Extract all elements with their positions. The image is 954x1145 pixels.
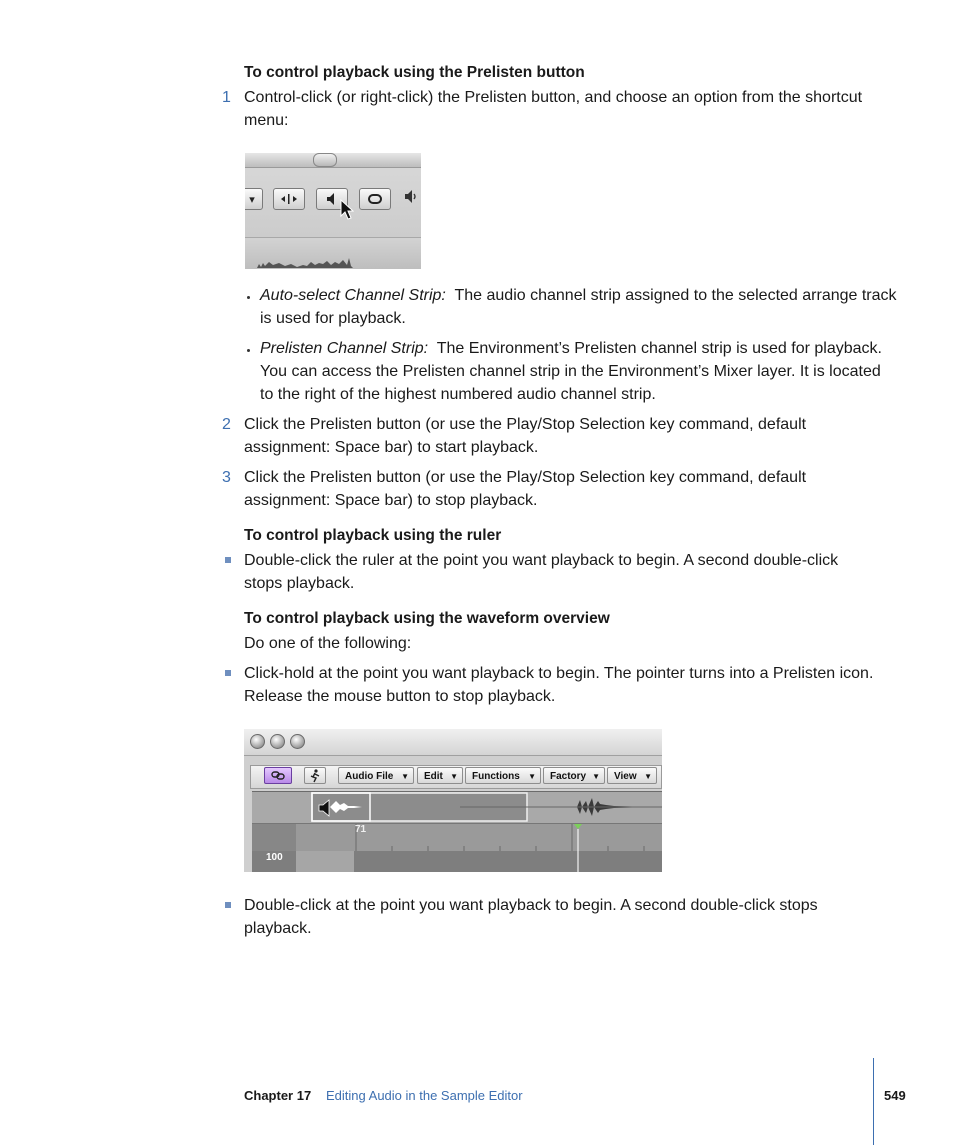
section-heading-ruler: To control playback using the ruler — [244, 527, 502, 544]
catch-icon — [279, 193, 299, 205]
prelisten-button-screenshot — [245, 153, 421, 269]
square-bullet — [225, 557, 231, 563]
cycle-icon — [367, 193, 383, 205]
ruler-item-line-1: Double-click the ruler at the point you want playback to begin. A second double-click — [244, 552, 839, 569]
waveform-graphic — [245, 238, 421, 269]
zoom-window-button[interactable] — [290, 734, 305, 749]
ruler-item-line-2: stops playback. — [244, 575, 355, 592]
link-button[interactable] — [264, 767, 292, 784]
view-menu[interactable] — [607, 767, 657, 784]
menu-label: Edit — [424, 771, 443, 782]
audio-file-menu[interactable] — [338, 767, 414, 784]
chevron-down-icon: ▼ — [401, 772, 409, 781]
overview-item-2-line-2: playback. — [244, 920, 312, 937]
waveform-overview[interactable] — [252, 791, 662, 824]
footer-chapter: Chapter 17 — [244, 1088, 312, 1103]
step-3-line-2: assignment: Space bar) to stop playback. — [244, 492, 538, 509]
chevron-down-icon: ▼ — [450, 772, 458, 781]
track-value-label: 100 — [266, 852, 283, 863]
step-2-line-1: Click the Prelisten button (or use the Play/Stop Selection key command, default — [244, 416, 807, 433]
cycle-button[interactable] — [359, 188, 391, 210]
step-2-line-2: assignment: Space bar) to start playback. — [244, 439, 539, 456]
option-auto-select-line-2: is used for playback. — [260, 310, 406, 327]
running-man-icon — [305, 768, 325, 783]
option-prelisten-line-2: You can access the Prelisten channel strip in the Environment’s Mixer layer. It is located — [260, 363, 881, 380]
menu-label: Audio File — [345, 771, 394, 782]
window-titlebar — [244, 729, 662, 756]
step-number-2: 2 — [222, 416, 231, 433]
section-heading-prelisten: To control playback using the Prelisten button — [244, 64, 585, 81]
step-3-line-1: Click the Prelisten button (or use the Play/Stop Selection key command, default — [244, 469, 807, 486]
option-term: Prelisten Channel Strip: — [260, 340, 429, 357]
edit-menu[interactable] — [417, 767, 463, 784]
bottom-strip-graphic — [252, 851, 662, 872]
menu-label: Factory — [550, 771, 587, 782]
minimize-window-button[interactable] — [270, 734, 285, 749]
step-1-line-2: menu: — [244, 112, 289, 129]
menu-label: View — [614, 771, 637, 782]
catch-playhead-button[interactable] — [304, 767, 326, 784]
square-bullet — [225, 670, 231, 676]
step-number-1: 1 — [222, 89, 231, 106]
overview-waveform-graphic — [252, 792, 662, 824]
menu-label: Functions — [472, 771, 520, 782]
bullet-dot — [247, 349, 250, 352]
section-heading-overview: To control playback using the waveform overview — [244, 610, 610, 627]
option-description: The Environment’s Prelisten channel strip is used for playback. — [436, 340, 882, 357]
overview-intro: Do one of the following: — [244, 635, 412, 652]
chevron-down-icon: ▼ — [644, 772, 652, 781]
mouse-pointer-icon — [340, 199, 354, 226]
editor-ruler[interactable] — [252, 823, 662, 852]
footer-divider — [873, 1058, 874, 1145]
step-number-3: 3 — [222, 469, 231, 486]
option-prelisten-line-3: to the right of the highest numbered audio channel strip. — [260, 386, 656, 403]
overview-item-1-line-2: Release the mouse button to stop playback. — [244, 688, 556, 705]
speaker-icon — [325, 192, 339, 206]
chevron-down-icon: ▼ — [592, 772, 600, 781]
functions-menu[interactable] — [465, 767, 541, 784]
option-prelisten-line-1 — [260, 337, 882, 360]
prelisten-pointer-icon — [318, 799, 334, 822]
editor-bottom-strip — [252, 851, 662, 872]
option-term: Auto-select Channel Strip: — [260, 287, 446, 304]
close-window-button[interactable] — [250, 734, 265, 749]
scroll-thumb — [313, 153, 337, 167]
menu-arrow-button[interactable]: ▾ — [245, 188, 263, 210]
link-icon — [265, 768, 291, 783]
overview-item-2-line-1: Double-click at the point you want playback to begin. A second double-click stops — [244, 897, 818, 914]
sample-editor-screenshot — [244, 729, 662, 872]
bullet-dot — [247, 296, 250, 299]
volume-icon — [403, 189, 421, 210]
ruler-ticks — [252, 824, 662, 852]
overview-item-1-line-1: Click-hold at the point you want playback to begin. The pointer turns into a Prelisten icon. — [244, 665, 874, 682]
catch-button[interactable] — [273, 188, 305, 210]
chevron-down-icon: ▼ — [528, 772, 536, 781]
waveform-strip — [245, 237, 421, 269]
footer-chapter-title: Editing Audio in the Sample Editor — [326, 1088, 523, 1103]
factory-menu[interactable] — [543, 767, 605, 784]
ruler-bar-number: 71 — [355, 824, 367, 835]
option-description: The audio channel strip assigned to the selected arrange track — [454, 287, 897, 304]
step-1-line-1: Control-click (or right-click) the Prelisten button, and choose an option from the shortcut — [244, 89, 863, 106]
option-auto-select-line-1 — [260, 284, 897, 307]
page-number: 549 — [884, 1088, 906, 1103]
square-bullet — [225, 902, 231, 908]
